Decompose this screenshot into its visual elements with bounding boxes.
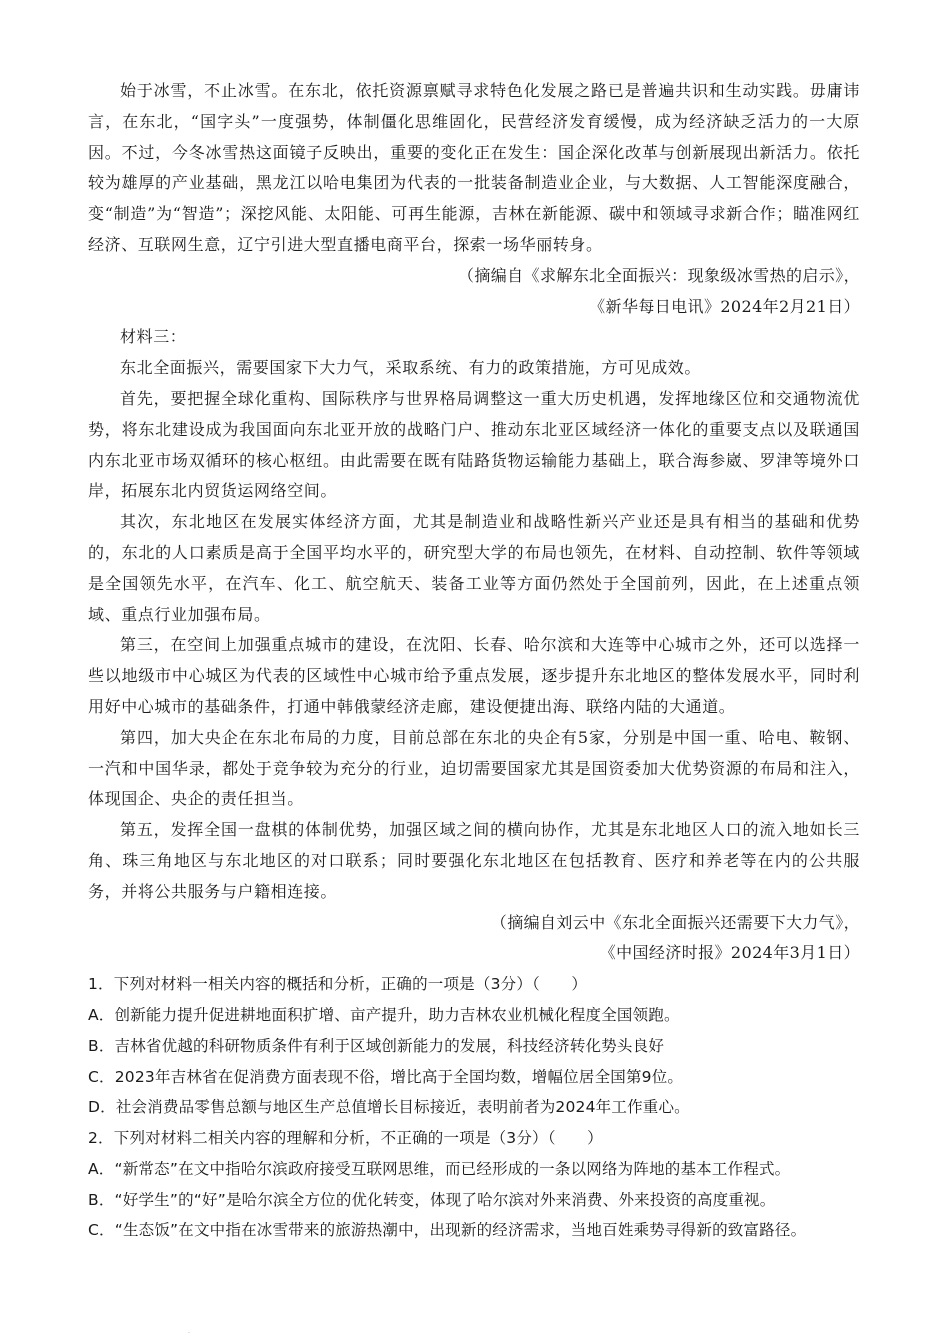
question-1-option-b: B．吉林省优越的科研物质条件有利于区域创新能力的发展，科技经济转化势头良好 <box>88 1036 665 1055</box>
question-2-option-c: C．“生态饭”在文中指在冰雪带来的旅游热潮中，出现新的经济需求，当地百姓乘势寻得新的致富路径。 <box>88 1221 807 1240</box>
document-page <box>88 76 860 1246</box>
material3-paragraph: 第五，发挥全国一盘棋的体制优势，加强区域之间的横向协作，尤其是东北地区人口的流入地如长三角、珠三角地区与东北地区的对口联系；同时要强化东北地区在包括教育、医疗和养老等在内的公共服务，并将公共服务与户籍相连接。 <box>88 820 860 901</box>
material3-source-line1: （摘编自刘云中《东北全面振兴还需要下大力气》， <box>490 912 860 932</box>
question-2-option-b: B．“好学生”的“好”是哈尔滨全方位的优化转变，体现了哈尔滨对外来消费、外来投资的高度重视。 <box>88 1190 776 1209</box>
material2-source-line1: （摘编自《求解东北全面振兴：现象级冰雪热的启示》， <box>457 265 860 285</box>
material3-paragraph: 首先，要把握全球化重构、国际秩序与世界格局调整这一重大历史机遇，发挥地缘区位和交通物流优势，将东北建设成为我国面向东北亚开放的战略门户、推动东北亚区域经济一体化的重要支点以及联通国内东北亚市场双循环的核心枢纽。由此需要在既有陆路货物运输能力基础上，联合海参崴、罗津等境外口岸，拓展东北内贸货运网络空间。 <box>88 388 860 501</box>
material3-heading: 材料三： <box>120 327 187 347</box>
material3-paragraph: 第四，加大央企在东北布局的力度，目前总部在东北的央企有5家，分别是中国一重、哈电、鞍钢、一汽和中国华录，都处于竞争较为充分的行业，迫切需要国家尤其是国资委加大优势资源的布局和注入，体现国企、央企的责任担当。 <box>88 727 860 809</box>
material2-source-line2: 《新华每日电讯》2024年2月21日） <box>589 296 860 316</box>
question-2-option-a: A．“新常态”在文中指哈尔滨政府接受互联网思维，而已经形成的一条以网络为阵地的基本工作程式。 <box>88 1159 791 1178</box>
question-1-stem: 1．下列对材料一相关内容的概括和分析，正确的一项是（3分）（ ） <box>88 975 588 994</box>
question-2-stem: 2．下列对材料二相关内容的理解和分析，不正确的一项是（3分）（ ） <box>88 1129 603 1148</box>
question-1-option-d: D．社会消费品零售总额与地区生产总值增长目标接近，表明前者为2024年工作重心。 <box>88 1098 690 1117</box>
material2-paragraph: 始于冰雪，不止冰雪。在东北，依托资源禀赋寻求特色化发展之路已是普遍共识和生动实践。毋庸讳言，在东北，“国字头”一度强势，体制僵化思维固化，民营经济发育缓慢，成为经济缺乏活力的一大原因。不过，今冬冰雪热这面镜子反映出，重要的变化正在发生：国企深化改革与创新展现出新活力。依托较为雄厚的产业基础，黑龙江以哈电集团为代表的一批装备制造业企业，与大数据、人工智能深度融合，变“制造”为“智造”；深挖风能、太阳能、可再生能源，吉林在新能源、碳中和领域寻求新合作；瞄准网红经济、互联网生意，辽宁引进大型直播电商平台，探索一场华丽转身。 <box>88 81 860 254</box>
question-1-option-a: A．创新能力提升促进耕地面积扩增、亩产提升，助力吉林农业机械化程度全国领跑。 <box>88 1005 680 1024</box>
footer-mark: · <box>188 1330 190 1337</box>
question-1-option-c: C．2023年吉林省在促消费方面表现不俗，增比高于全国均数，增幅位居全国第9位。 <box>88 1067 684 1086</box>
material3-paragraph: 东北全面振兴，需要国家下大力气，采取系统、有力的政策措施，方可见成效。 <box>120 358 702 378</box>
material3-paragraph: 其次，东北地区在发展实体经济方面，尤其是制造业和战略性新兴产业还是具有相当的基础和优势的，东北的人口素质是高于全国平均水平的，研究型大学的布局也领先，在材料、自动控制、软件等领域是全国领先水平，在汽车、化工、航空航天、装备工业等方面仍然处于全国前列，因此，在上述重点领域、重点行业加强布局。 <box>88 512 860 624</box>
material3-paragraph: 第三，在空间上加强重点城市的建设，在沈阳、长春、哈尔滨和大连等中心城市之外，还可以选择一些以地级市中心城区为代表的区域性中心城市给予重点发展，逐步提升东北地区的整体发展水平，同时利用好中心城市的基础条件，打通中韩俄蒙经济走廊，建设便捷出海、联络内陆的大通道。 <box>88 635 860 716</box>
material3-source-line2: 《中国经济时报》2024年3月1日） <box>599 943 860 963</box>
